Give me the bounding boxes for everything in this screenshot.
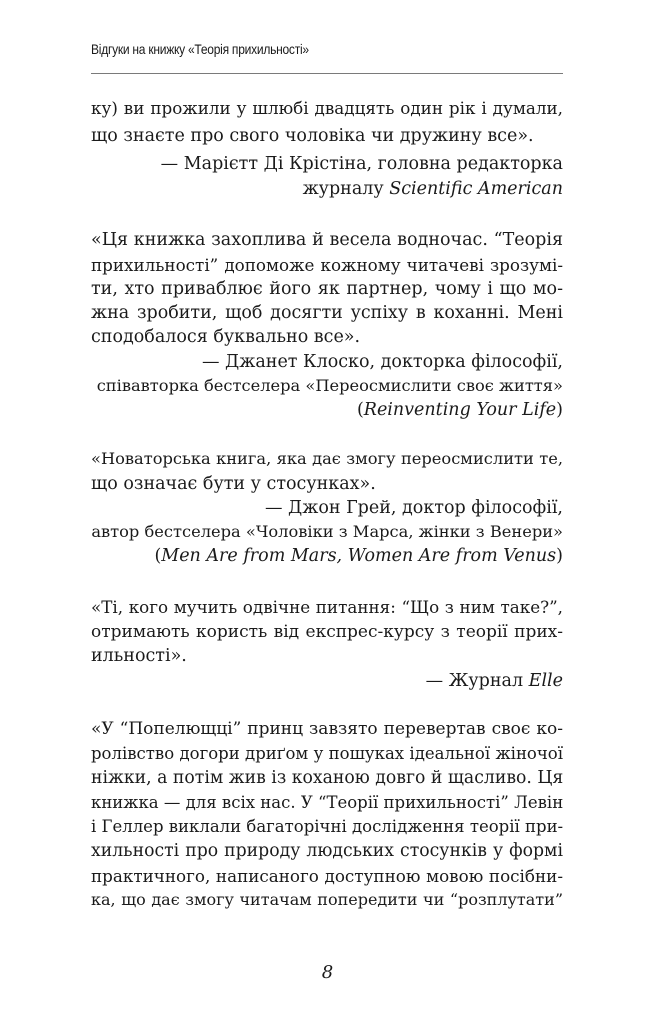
quote-5-line-8: ка, що дає змогу читачам попередити чи “розплутати”: [91, 890, 563, 909]
quote-5-line-3: ніжки, а потім жив із коханою довго й щасливо. Ця: [91, 768, 563, 788]
quote-5-line-5: і Геллер виклали багаторічні дослідження теорії при-: [91, 817, 563, 836]
quote-4-attribution-1: — Журнал Elle: [425, 671, 563, 691]
quote-2-line-1: «Ця книжка захоплива й весела водночас. “Теорія: [91, 230, 563, 250]
publication-title: Scientific American: [389, 179, 563, 199]
magazine-name: Elle: [528, 671, 563, 691]
quote-3-line-1: «Новаторська книга, яка дає змогу переосмислити те,: [91, 449, 563, 468]
quote-2-line-4: жна зробити, щоб досягти успіху в коханні. Мені: [91, 303, 563, 323]
quote-5-line-4: книжка — для всіх нас. У “Теорії прихильності” Левін: [91, 793, 563, 812]
quote-3-attribution-3: (Men Are from Mars, Women Are from Venus): [154, 546, 563, 566]
quote-2-line-5: сподобалося буквально все».: [91, 327, 361, 347]
running-header: Відгуки на книжку «Теорія прихильності»: [91, 41, 309, 57]
quote-1-attribution-1: — Марієтт Ді Крістіна, головна редакторка: [160, 154, 563, 174]
page-number: 8: [321, 962, 334, 983]
quote-5-line-1: «У “Попелющці” принц завзято перевертав своє ко-: [91, 719, 563, 739]
quote-3-line-2: що означає бути у стосунках».: [91, 474, 376, 494]
quote-3-attribution-1: — Джон Грей, доктор філософії,: [264, 498, 563, 518]
quote-1-attribution-2: журналу Scientific American: [302, 179, 563, 199]
quote-5-line-7: практичного, написаного доступною мовою посібни-: [91, 866, 563, 886]
quote-1-line-1: ку) ви прожили у шлюбі двадцять один рік і думали,: [91, 98, 563, 118]
quote-1-line-2: що знаєте про свого чоловіка чи дружину все».: [91, 126, 534, 146]
book-original-title: Men Are from Mars, Women Are from Venus: [161, 546, 557, 566]
quote-2-line-2: прихильності” допоможе кожному читачеві зрозумі-: [91, 255, 563, 275]
quote-4-line-3: ильності».: [91, 646, 187, 666]
quote-2-attribution-2: співавторка бестселера «Переосмислити своє життя»: [96, 376, 563, 395]
quote-5-line-2: ролівство догори дриґом у пошуках ідеальної жіночої: [91, 744, 563, 763]
quote-4-line-2: отримають користь від експрес-курсу з теорії прих-: [91, 622, 563, 642]
quote-5-line-6: хильності про природу людських стосунків у формі: [91, 841, 563, 861]
book-original-title: Reinventing Your Life: [363, 400, 557, 420]
header-rule: [91, 73, 563, 74]
quote-2-attribution-3: (Reinventing Your Life): [356, 400, 563, 420]
quote-4-line-1: «Ті, кого мучить одвічне питання: “Що з ним таке?”,: [91, 597, 563, 617]
quote-2-line-3: ти, хто приваблює його як партнер, чому і що мо-: [91, 279, 563, 299]
quote-2-attribution-1: — Джанет Клоско, докторка філософії,: [201, 352, 563, 372]
quote-3-attribution-2: автор бестселера «Чоловіки з Марса, жінки з Венери»: [91, 522, 563, 541]
